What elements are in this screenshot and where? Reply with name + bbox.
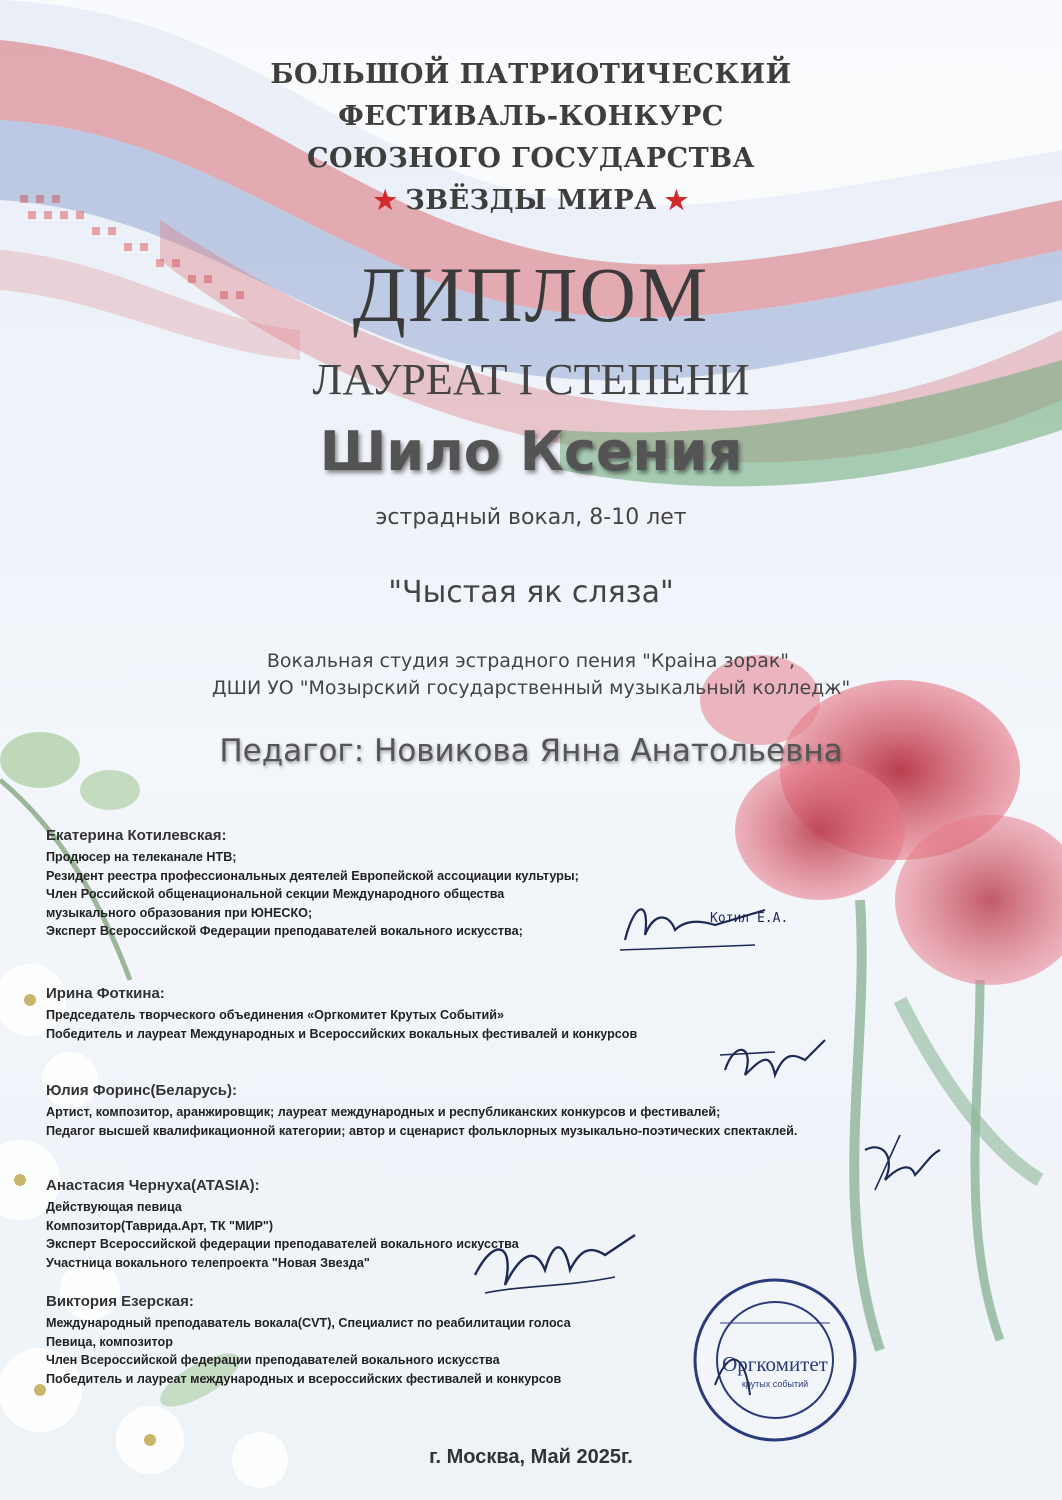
jury-member-line: Председатель творческого объединения «Оргкомитет Крутых Событий» <box>46 1008 505 1022</box>
jury-member-line: Член Всероссийской федерации преподавателей вокального искусства <box>46 1353 500 1367</box>
jury-member-line: Действующая певица <box>46 1200 182 1214</box>
diploma-title: ДИПЛОМ <box>352 251 710 338</box>
festival-title-line3: СОЮЗНОГО ГОСУДАРСТВА <box>306 143 756 174</box>
studio-line1: Вокальная студия эстрадного пения "Краіна зорак", <box>266 650 796 672</box>
jury-member-line: музыкального образования при ЮНЕСКО; <box>46 905 313 920</box>
star-icon: ★ <box>373 186 398 216</box>
jury-member-line: Певица, композитор <box>46 1334 173 1349</box>
laureate-degree: ЛАУРЕАТ I СТЕПЕНИ <box>312 355 750 404</box>
jury-member-name: Виктория Езерская: <box>46 1293 194 1310</box>
signature-forins <box>855 1130 945 1200</box>
jury-member-line: Резидент реестра профессиональных деятелей Европейской ассоциации культуры; <box>46 868 579 883</box>
jury-member-line: Победитель и лауреат Международных и Всероссийских вокальных фестивалей и конкурсов <box>46 1026 638 1041</box>
participant-name: Шило Ксения <box>319 420 743 483</box>
song-title: "Чыстая як сляза" <box>388 575 674 610</box>
jury-member-line: Член Российской общенациональной секции Международного общества <box>46 887 505 901</box>
nomination: эстрадный вокал, 8-10 лет <box>375 505 687 530</box>
studio-line2: ДШИ УО "Мозырский государственный музыкальный колледж" <box>211 677 851 699</box>
jury-member <box>46 984 1046 1043</box>
jury-member-name: Анастасия Чернуха(ATASIA): <box>46 1177 260 1194</box>
jury-member-line: Композитор(Таврида.Арт, ТК "МИР") <box>46 1218 274 1233</box>
jury-member-line: Участница вокального телепроекта "Новая Звезда" <box>46 1255 370 1270</box>
stamp-center-text: Оргкомитет <box>722 1352 828 1376</box>
jury-member <box>46 1292 1046 1388</box>
organizer-stamp <box>690 1275 860 1445</box>
jury-member-line: Эксперт Всероссийской Федерации преподавателей вокального искусства; <box>46 924 523 938</box>
stamp-sub-text: крутых событий <box>741 1379 809 1389</box>
jury-member-line: Продюсер на телеканале НТВ; <box>46 850 237 864</box>
jury-member-name: Екатерина Котилевская: <box>46 827 227 844</box>
jury-member-line: Эксперт Всероссийской федерации преподавателей вокального искусства <box>46 1237 519 1251</box>
festival-name: ЗВЁЗДЫ МИРА <box>405 185 657 216</box>
signature-fotkina <box>715 1030 835 1090</box>
signature-text: Котил Е.А. <box>710 911 789 926</box>
festival-title-line2: ФЕСТИВАЛЬ-КОНКУРС <box>338 101 724 132</box>
teacher-name: Педагог: Новикова Янна Анатольевна <box>219 733 843 769</box>
jury-member-name: Ирина Фоткина: <box>46 985 165 1002</box>
signature-chernukha <box>465 1215 645 1305</box>
jury-member-line: Артист, композитор, аранжировщик; лауреат международных и республиканских конкурсов и фестивалей; <box>46 1105 721 1119</box>
jury-member-line: Педагог высшей квалификационной категории; автор и сценарист фольклорных музыкально-поэтических спектаклей. <box>46 1123 798 1138</box>
place-and-date: г. Москва, Май 2025г. <box>429 1446 633 1468</box>
studio-info <box>0 648 1062 702</box>
jury-member <box>46 826 1046 941</box>
jury-member-line: Победитель и лауреат международных и всероссийских фестивалей и конкурсов <box>46 1371 562 1386</box>
jury-member-name: Юлия Форинс(Беларусь): <box>46 1082 237 1099</box>
star-icon: ★ <box>664 186 689 216</box>
festival-title-line4 <box>0 180 1062 222</box>
jury-member-line: Международный преподаватель вокала(CVT), Специалист по реабилитации голоса <box>46 1316 571 1330</box>
signature-kotilevskaya <box>615 890 789 960</box>
festival-title-line1: БОЛЬШОЙ ПАТРИОТИЧЕСКИЙ <box>270 59 792 90</box>
festival-title <box>0 54 1062 222</box>
